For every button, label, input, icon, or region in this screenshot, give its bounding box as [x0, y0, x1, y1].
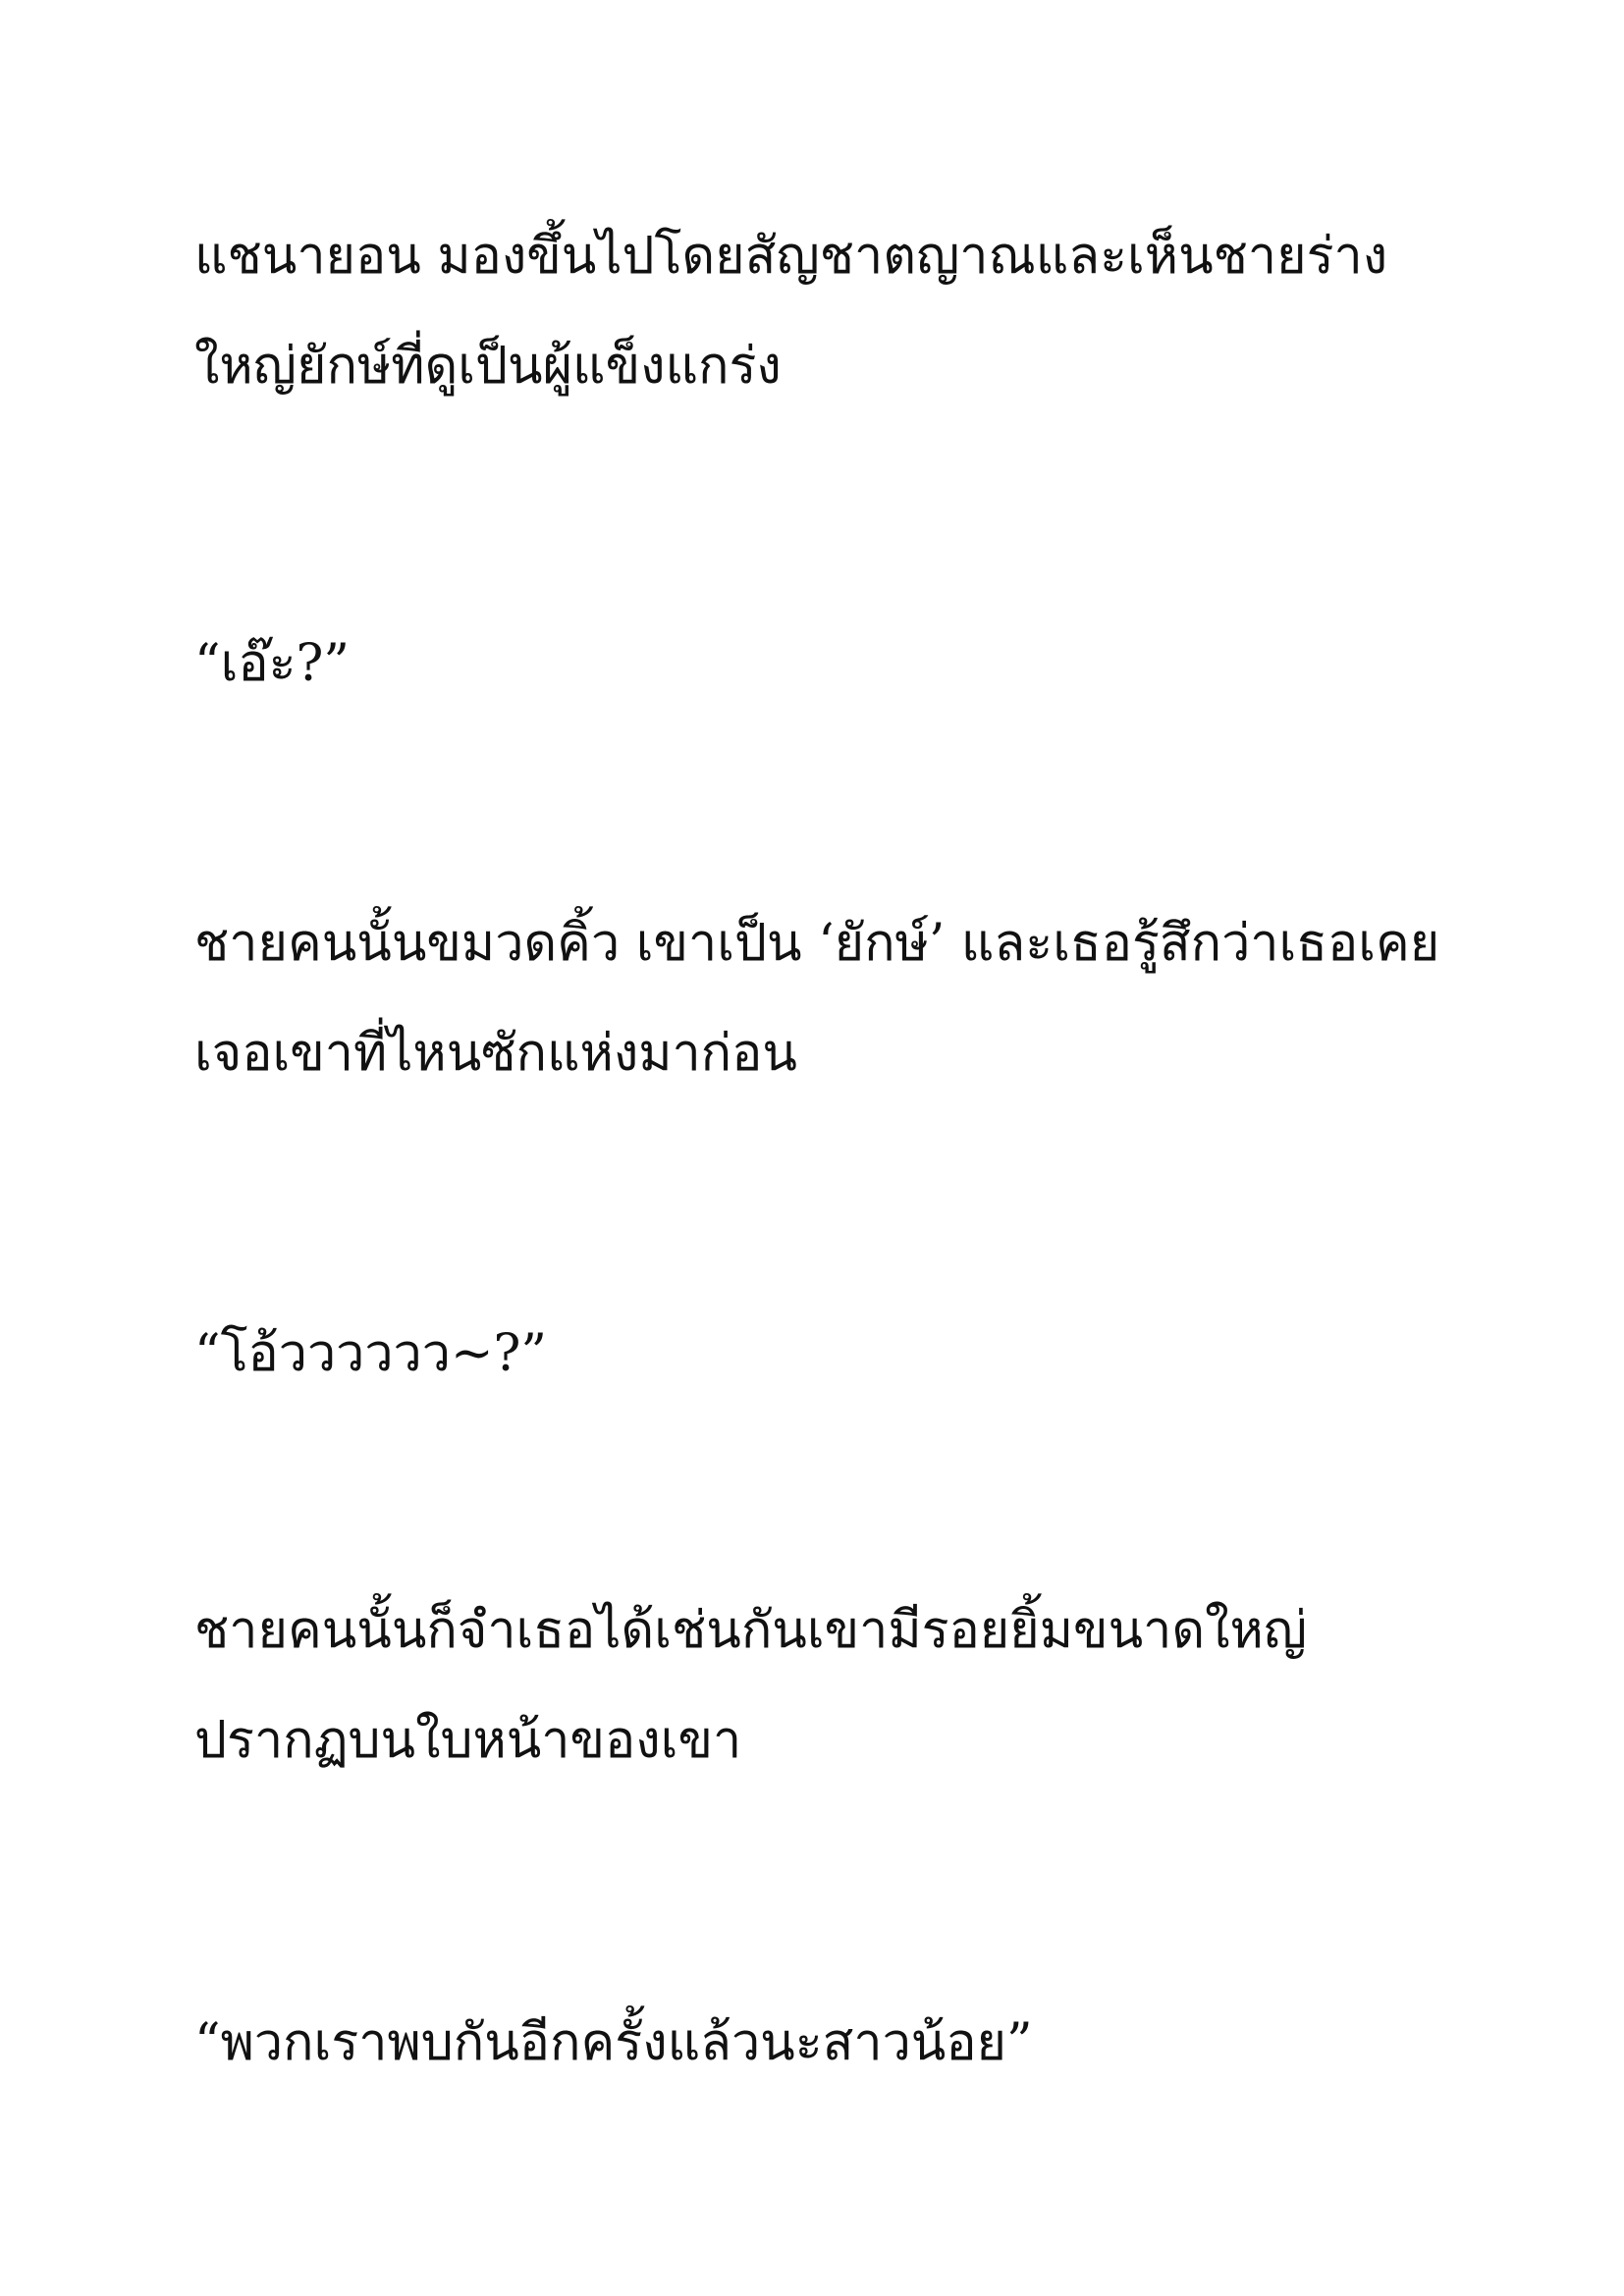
text-line: ชายคนนั้นขมวดคิ้ว เขาเป็น ‘ยักษ์’ และเธอรู้สึกว่าเธอเคย [194, 914, 1440, 973]
text-line: “โอ้วววววว~?” [194, 1324, 547, 1383]
paragraph-narration-1 [194, 201, 1471, 421]
text-line: ใหญ่ยักษ์ที่ดูเป็นผู้แข็งแกร่ง [194, 337, 782, 396]
text-line: เจอเขาที่ไหนซักแห่งมาก่อน [194, 1024, 797, 1083]
paragraph-dialogue-2 [194, 1299, 1471, 1409]
text-line: ปรากฏบนใบหน้าของเขา [194, 1711, 742, 1770]
paragraph-dialogue-3 [194, 1988, 1471, 2098]
paragraph-narration-3 [194, 1575, 1471, 1795]
paragraph-narration-2 [194, 888, 1471, 1108]
paragraph-dialogue-1 [194, 609, 1471, 719]
text-line: แชนายอน มองขึ้นไปโดยสัญชาตญาณและเห็นชายร่าง [194, 227, 1388, 286]
text-line: ชายคนนั้นก็จำเธอได้เช่นกันเขามีรอยยิ้มขนาดใหญ่ [194, 1601, 1308, 1660]
text-line: “พวกเราพบกันอีกครั้งแล้วนะสาวน้อย” [194, 2013, 1033, 2072]
text-line: “เอ๊ะ?” [194, 634, 350, 693]
